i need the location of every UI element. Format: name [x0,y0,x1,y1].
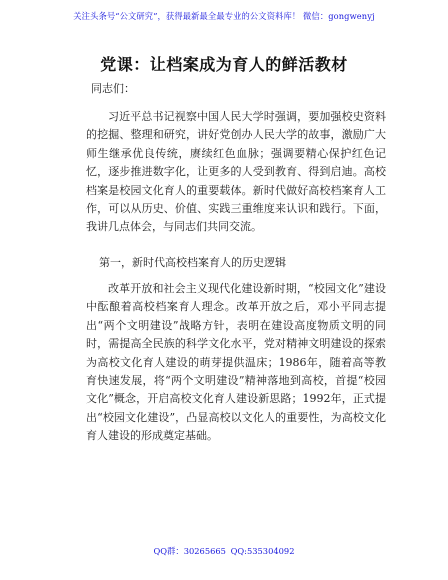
footer-contact-note: QQ群：30265665 QQ:535304092 [153,546,295,556]
section-heading: 第一，新时代高校档案育人的历史逻辑 [99,256,286,269]
document-title: 党课：让档案成为育人的鲜活教材 [100,55,348,74]
paragraph-intro: 习近平总书记视察中国人民大学时强调，要加强校史资料的挖掘、整理和研究，讲好党创办人民大学的故事，激励广大师生继承优良传统，赓续红色血脉；强调要精心保护红色记忆，逐步推进数字化，让更多的人受到教育、得到启迪。高校档案是校园文化育人的重要载体。新时代做好高校档案育人工作，可以从历史、价值、实践三重维度来认识和践行。下面，我讲几点体会，与同志们共同交流。 [86,110,386,234]
paragraph-history: 改革开放和社会主义现代化建设新时期，“校园文化”建设中酝酿着高校档案育人理念。改革开放之后，邓小平同志提出“两个文明建设”战略方针，表明在建设高度物质文明的同时，需提高全民族的科学文化水平，党对精神文明建设的探索为高校文化育人建设的萌芽提供温床；1986年，随着高等教育快速发展，将“两个文明建设”精神落地到高校，首提“校园文化”概念，开启高校文化育人建设新思路；1992年，正式提出“校园文化建设”，凸显高校以文化人的重要性，为高校文化育人建设的形成奠定基础。 [86,282,386,443]
salutation: 同志们： [91,82,135,95]
header-promo-note: 关注头条号“公文研究”，获得最新最全最专业的公文资料库！ 微信：gongwenyj [73,11,375,21]
